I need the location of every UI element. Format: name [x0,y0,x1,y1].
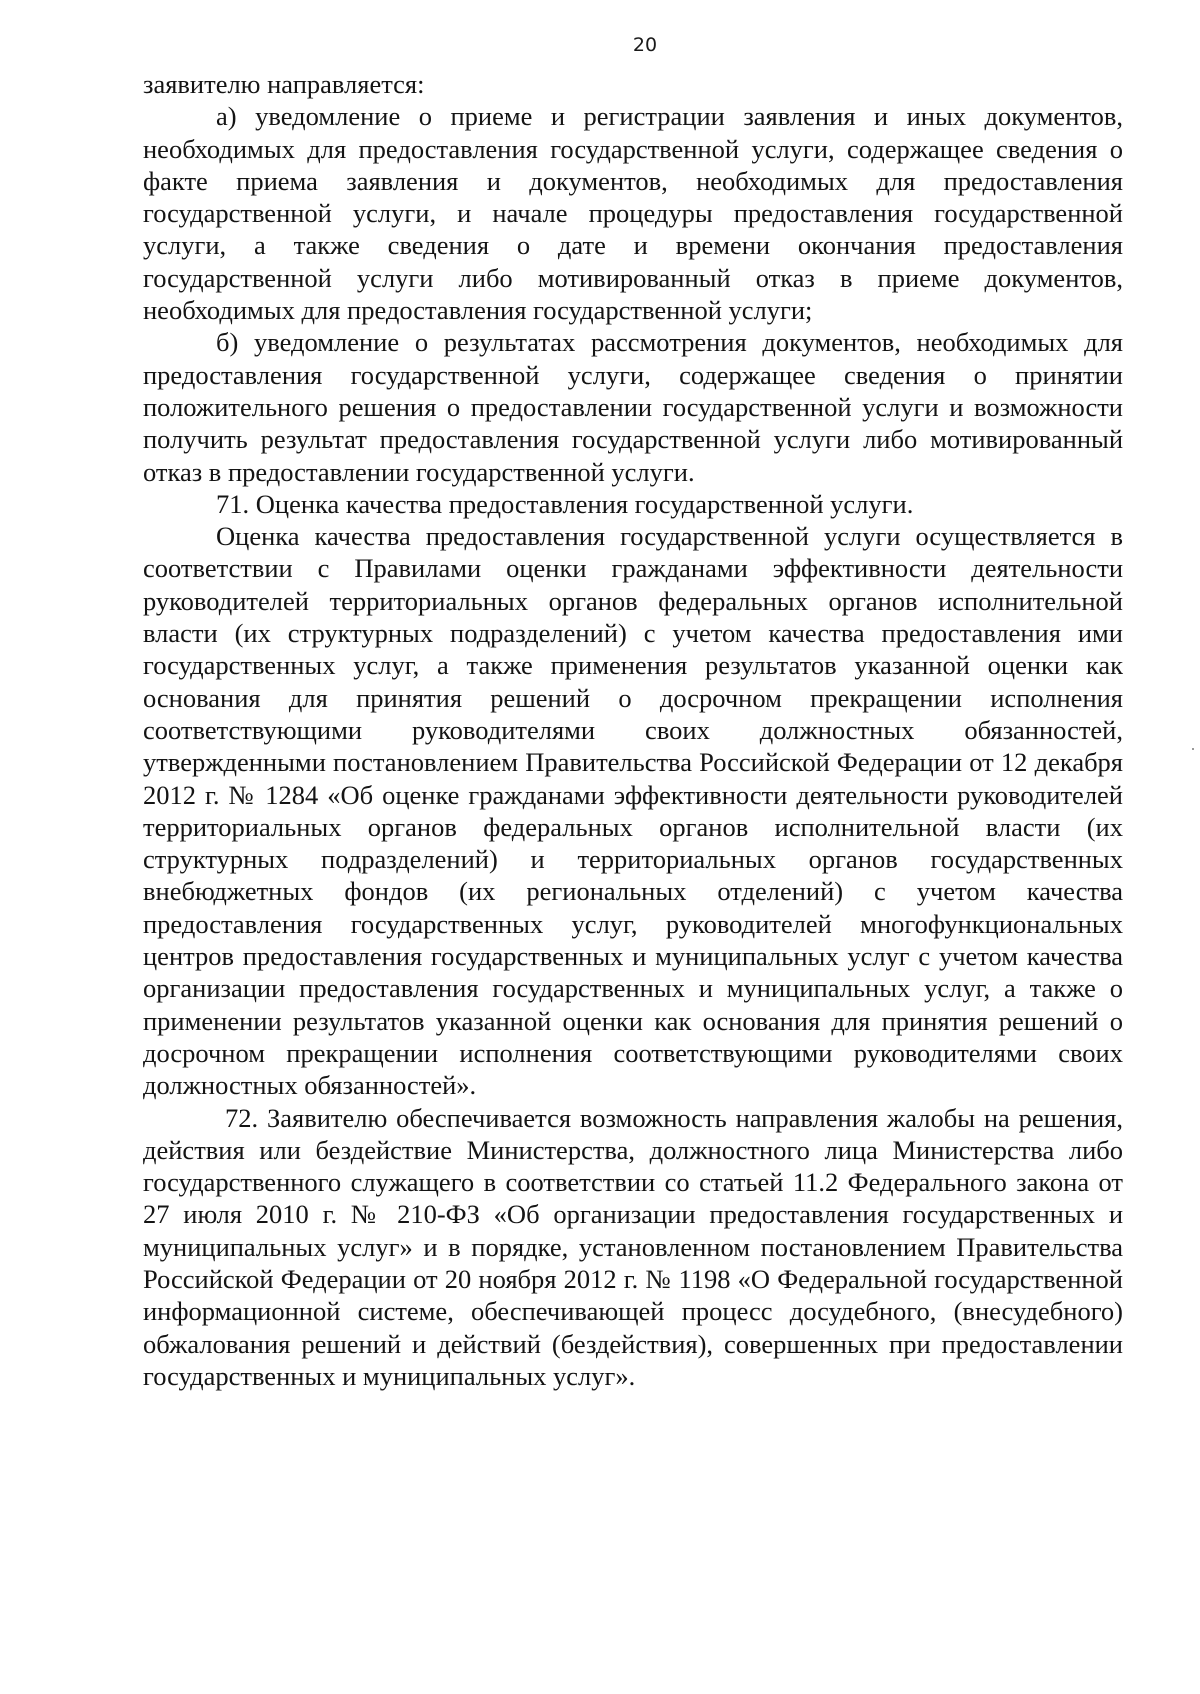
page-number: 20 [632,34,658,56]
paragraph-intro: заявителю направляется: [143,69,425,99]
paragraph-item-b: б) уведомление о результатах рассмотрения документов, необходимых для предоставления государственной услуги, содержащее сведения о принятии положительного решения о предоставлении государственной услуги и возможности получить результат предоставления государственной услуги либо мотивированный отказ в предоставлении государственной услуги. [143,327,1123,487]
scan-speck [1192,748,1194,750]
document-body [143,68,1123,1392]
paragraph-section-72: 72. Заявителю обеспечивается возможность направления жалобы на решения, действия или бездействие Министерства, должностного лица Министерства либо государственного служащего в соответствии со статьей 11.2 Федерального закона от 27 июля 2010 г. № 210-ФЗ «Об организации предоставления государственных и муниципальных услуг» и в порядке, установленном постановлением Правительства Российской Федерации от 20 ноября 2012 г. № 1198 «О Федеральной государственной информационной системе, обеспечивающей процесс досудебного, (внесудебного) обжалования решений и действий (бездействия), совершенных при предоставлении государственных и муниципальных услуг». [143,1102,1123,1391]
paragraph-section-71-heading: 71. Оценка качества предоставления государственной услуги. [216,488,914,519]
paragraph-item-a: а) уведомление о приеме и регистрации заявления и иных документов, необходимых для предоставления государственной услуги, содержащее сведения о факте приема заявления и документов, необходимых для предоставления государственной услуги, и начале процедуры предоставления государственной услуги, а также сведения о дате и времени окончания предоставления государственной услуги либо мотивированный отказ в приеме документов, необходимых для предоставления государственной услуги; [143,101,1123,326]
paragraph-section-71-body: Оценка качества предоставления государственной услуги осуществляется в соответствии с Правилами оценки гражданами эффективности деятельности руководителей территориальных органов федеральных органов исполнительной власти (их структурных подразделений) с учетом качества предоставления ими государственных услуг, а также применения результатов указанной оценки как основания для принятия решений о досрочном прекращении исполнения соответствующими руководителями своих должностных обязанностей, утвержденными постановлением Правительства Российской Федерации от 12 декабря 2012 г. № 1284 «Об оценке гражданами эффективности деятельности руководителей территориальных органов федеральных органов исполнительной власти (их структурных подразделений) и территориальных органов государственных внебюджетных фондов (их региональных отделений) с учетом качества предоставления государственных услуг, руководителей многофункциональных центров предоставления государственных и муниципальных услуг с учетом качества организации предоставления государственных и муниципальных услуг, а также о применении результатов указанной оценки как основания для принятия решений о досрочном прекращении исполнения соответствующими руководителями своих должностных обязанностей». [143,521,1123,1101]
